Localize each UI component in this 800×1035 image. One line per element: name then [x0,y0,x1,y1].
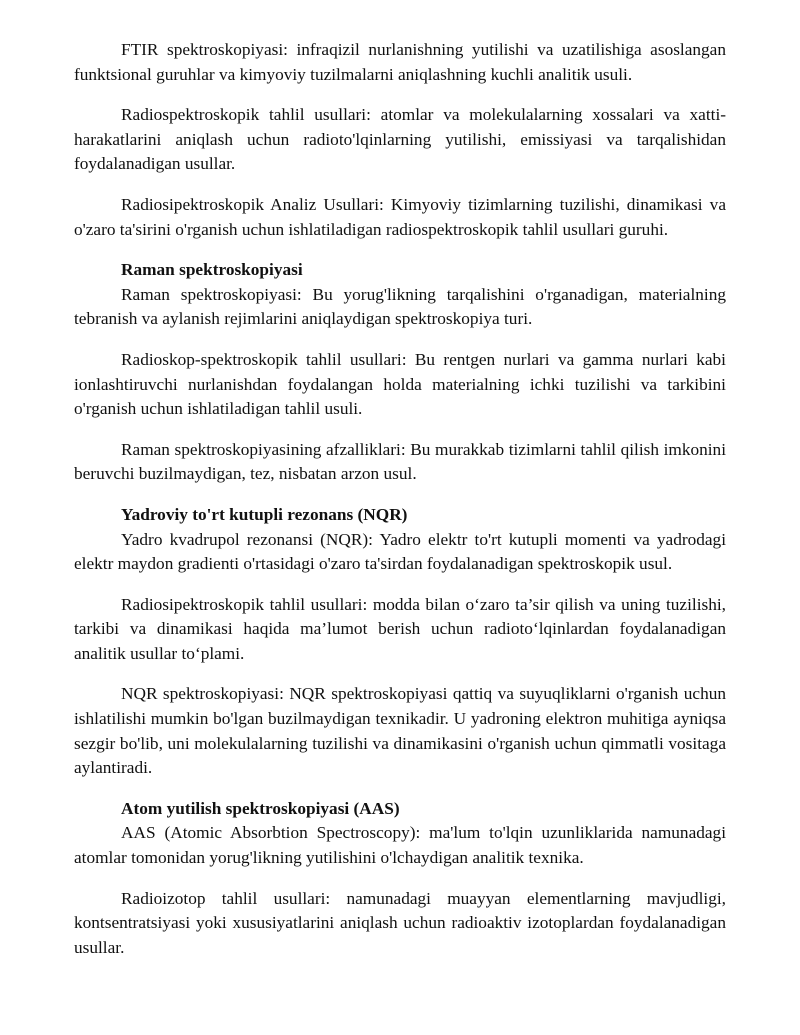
paragraph-radiospectroscopic-methods: Radiospektroskopik tahlil usullari: atomlar va molekulalarning xossalari va xatti-harakatlarini aniqlash uchun radioto'lqinlarning yutilishi, emissiyasi va tarqalishidan foydalanadigan usullar. [74,105,726,174]
paragraph-radiospectroscopic-set: Radiosipektroskopik tahlil usullari: modda bilan o‘zaro ta’sir qilish va uning tuzilishi, tarkibi va dinamikasi haqida ma’lumot berish uchun radioto‘lqinlardan foydalanadigan analitik usullar to‘plami. [74,594,726,663]
paragraph-radiospectroscopic-analysis: Radiosipektroskopik Analiz Usullari: Kimyoviy tizimlarning tuzilishi, dinamikasi va o'zaro ta'sirini o'rganish uchun ishlatiladigan radiospektroskopik tahlil usullari guruhi. [74,194,726,239]
paragraph-radioscope-methods: Radioskop-spektroskopik tahlil usullari: Bu rentgen nurlari va gamma nurlari kabi ionlashtiruvchi nurlanishdan foydalangan holda materialning ichki tuzilishi va tarkibini o'rganish uchun ishlatiladigan tahlil usuli. [74,349,726,419]
paragraph-aas-definition: AAS (Atomic Absorbtion Spectroscopy): ma'lum to'lqin uzunliklarida namunadagi atomlar tomonidan yorug'likning yutilishini o'lchaydigan analitik texnika. [74,823,726,868]
heading-aas: Atom yutilish spektroskopiyasi (AAS) [121,798,400,818]
heading-raman: Raman spektroskopiyasi [121,260,303,280]
paragraph-nqr-definition: Yadro kvadrupol rezonansi (NQR): Yadro elektr to'rt kutupli momenti va yadrodagi elektr maydon gradienti o'rtasidagi o'zaro ta'sirdan foydalanadigan spektroskopik usul. [74,529,726,574]
paragraph-raman-advantages: Raman spektroskopiyasining afzalliklari: Bu murakkab tizimlarni tahlil qilish imkonini beruvchi buzilmaydigan, tez, nisbatan arzon usul. [74,439,726,484]
paragraph-nqr-spectroscopy: NQR spektroskopiyasi: NQR spektroskopiyasi qattiq va suyuqliklarni o'rganish uchun ishlatilishi mumkin bo'lgan buzilmaydigan texnikadir. U yadroning elektron muhitiga ayniqsa sezgir bo'lib, uni molekulalarning tuzilishi va dinamikasini o'rganish uchun qimmatli vositaga aylantiradi. [74,684,726,778]
paragraph-raman-definition: Raman spektroskopiyasi: Bu yorug'likning tarqalishini o'rganadigan, materialning tebranish va aylanish rejimlarini aniqlaydigan spektroskopiya turi. [74,284,726,329]
heading-nqr: Yadroviy to'rt kutupli rezonans (NQR) [121,504,408,524]
paragraph-ftir: FTIR spektroskopiyasi: infraqizil nurlanishning yutilishi va uzatilishiga asoslangan funktsional guruhlar va kimyoviy tuzilmalarni aniqlashning kuchli analitik usuli. [74,40,726,84]
document-page [74,38,726,976]
paragraph-radioisotope-methods: Radioizotop tahlil usullari: namunadagi muayyan elementlarning mavjudligi, kontsentratsiyasi yoki xususiyatlarini aniqlash uchun radioaktiv izotoplardan foydalanadigan usullar. [74,888,726,957]
